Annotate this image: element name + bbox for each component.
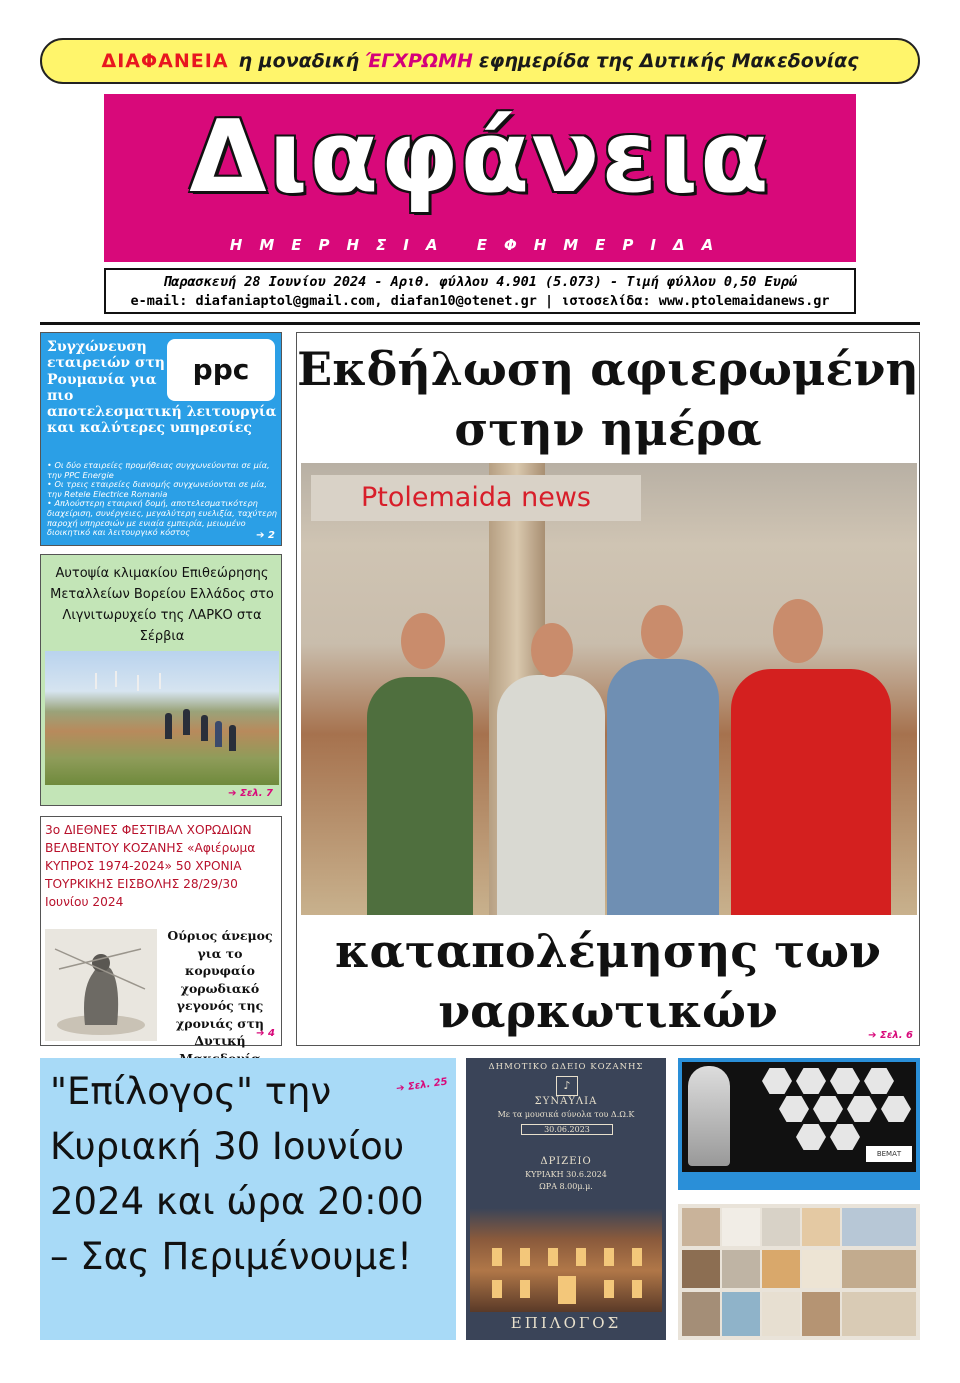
poster-title: ΣΥΝΑΥΛΙΑ	[534, 1096, 598, 1107]
poster-date: 30.06.2023	[521, 1124, 613, 1135]
poster-building-image	[470, 1208, 662, 1312]
ppc-story[interactable]	[40, 332, 282, 546]
ppc-logo: ppc	[167, 339, 275, 401]
concert-poster[interactable]	[466, 1058, 666, 1340]
person-3	[607, 659, 719, 915]
ppc-bullets	[47, 461, 279, 538]
person-2	[497, 675, 605, 915]
banner-text-after: εφημερίδα της Δυτικής Μακεδονίας	[478, 50, 859, 72]
masthead-subtitle: ΗΜΕΡΗΣΙΑ ΕΦΗΜΕΡΙΔΑ	[229, 236, 731, 254]
advert-top-image	[682, 1062, 916, 1172]
mines-headline: Αυτοψία κλιμακίου Επιθεώρησης Μεταλλείων Βορείου Ελλάδος στο Λιγνιτωρυχείο της ΛΑΡΚΟ στα Σέρβια	[50, 566, 274, 644]
poster-footer: ΕΠΙΛΟΓΟΣ	[510, 1314, 622, 1332]
person-4-head	[773, 599, 823, 663]
main-photo	[301, 463, 917, 915]
poster-time: ΩΡΑ 8.00μ.μ.	[539, 1182, 593, 1191]
festival-heading: 3ο ΔΙΕΘΝΕΣ ΦΕΣΤΙΒΑΛ ΧΟΡΩΔΙΩΝ ΒΕΛΒΕΝΤΟΥ ΚΟΖΑΝΗΣ «Αφιέρωμα ΚΥΠΡΟΣ 1974-2024» 50 ΧΡΟΝΙΑ ΤΟΥΡΚΙΚΗΣ ΕΙΣΒΟΛΗΣ 28/29/30 Ιουνίου 2024	[45, 823, 256, 909]
masthead-title: Διαφάνεια	[189, 98, 771, 215]
poster-venue: ΔΡΙΖΕΙΟ	[540, 1156, 592, 1167]
statue-image	[688, 1066, 730, 1166]
poster-subtitle: Με τα μουσικά σύνολα του Δ.Ω.Κ	[497, 1110, 635, 1119]
advert-top[interactable]	[678, 1058, 920, 1190]
banner-text-before: η μοναδική	[238, 50, 360, 72]
person-3-head	[641, 605, 683, 659]
advert-bottom[interactable]	[678, 1204, 920, 1340]
festival-page-ref[interactable]: ➔ 4	[256, 1028, 275, 1039]
masthead	[104, 94, 856, 262]
festival-illustration	[45, 929, 157, 1041]
person-1	[367, 677, 473, 915]
festival-story[interactable]	[40, 816, 282, 1046]
ppc-headline-text: Συγχώνευση εταιρειών στη Ρουμανία για πιο αποτελεσματική λειτουργία και καλύτερες υπηρεσίες	[47, 339, 277, 437]
event-text: "Επίλογος" την Κυριακή 30 Ιουνίου 2024 και ώρα 20:00 – Σας Περιμένουμε!	[50, 1070, 424, 1278]
banner-brand: ΔΙΑΦΑΝΕΙΑ	[101, 50, 229, 72]
advert-brand: ΒΕΜΑΤ	[866, 1146, 912, 1162]
mourning-figure-icon	[45, 929, 157, 1041]
contact-line: e-mail: diafaniaptol@gmail.com, diafan10@otenet.gr | ιστοσελίδα: www.ptolemaidanews.gr	[130, 293, 830, 309]
ppc-bullet: • Οι δύο εταιρείες προμήθειας συγχωνεύονται σε μία, την PPC Energie	[47, 461, 279, 480]
header-rule	[40, 322, 920, 325]
festival-text: Ούριος άνεμος για το κορυφαίο χορωδιακό γεγονός της χρονιάς στη Δυτική	[167, 928, 273, 1048]
main-headline-top: Εκδήλωση αφιερωμένη στην ημέρα	[297, 342, 919, 456]
mines-photo	[45, 651, 279, 785]
issue-date-line: Παρασκευή 28 Ιουνίου 2024 - Αριθ. φύλλου 4.901 (5.073) - Τιμή φύλλου 0,50 Ευρώ	[163, 274, 797, 290]
poster-emblem-icon: ♪	[556, 1076, 578, 1096]
ppc-page-ref[interactable]: ➔ 2	[256, 530, 275, 541]
top-banner	[40, 38, 920, 84]
person-1-head	[401, 613, 445, 669]
poster-day: ΚΥΡΙΑΚΗ 30.6.2024	[525, 1170, 607, 1179]
main-headline-bottom: καταπολέμησης των ναρκωτικών	[335, 924, 881, 1038]
main-story[interactable]	[296, 332, 920, 1046]
main-page-ref[interactable]: ➔ Σελ. 6	[868, 1030, 913, 1041]
mines-page-ref[interactable]: ➔ Σελ. 7	[228, 788, 273, 799]
person-2-head	[531, 623, 573, 677]
banner-color-word: ΈΓΧΡΩΜΗ	[365, 50, 473, 72]
photo-watermark: Ptolemaida news	[311, 475, 641, 521]
event-page-ref[interactable]: ➔ Σελ. 25	[395, 1076, 449, 1095]
mines-story[interactable]	[40, 554, 282, 806]
ppc-bullet: • Οι τρεις εταιρείες διανομής συγχωνεύονται σε μία, την Retele Electrice Romania	[47, 480, 279, 499]
person-4	[731, 669, 891, 915]
poster-org: ΔΗΜΟΤΙΚΟ ΩΔΕΙΟ ΚΟΖΑΝΗΣ	[488, 1062, 644, 1072]
event-story[interactable]	[40, 1058, 456, 1340]
issue-info	[104, 268, 856, 314]
ppc-bullet: • Απλούστερη εταιρική δομή, αποτελεσματικότερη διαχείριση, συνέργειες, μεγαλύτερη ευελιξία, ταχύτερη παροχή υπηρεσιών με ενιαία εμπειρία, μειωμένο διοικητικό και λειτουργικό κόστος	[47, 499, 279, 537]
